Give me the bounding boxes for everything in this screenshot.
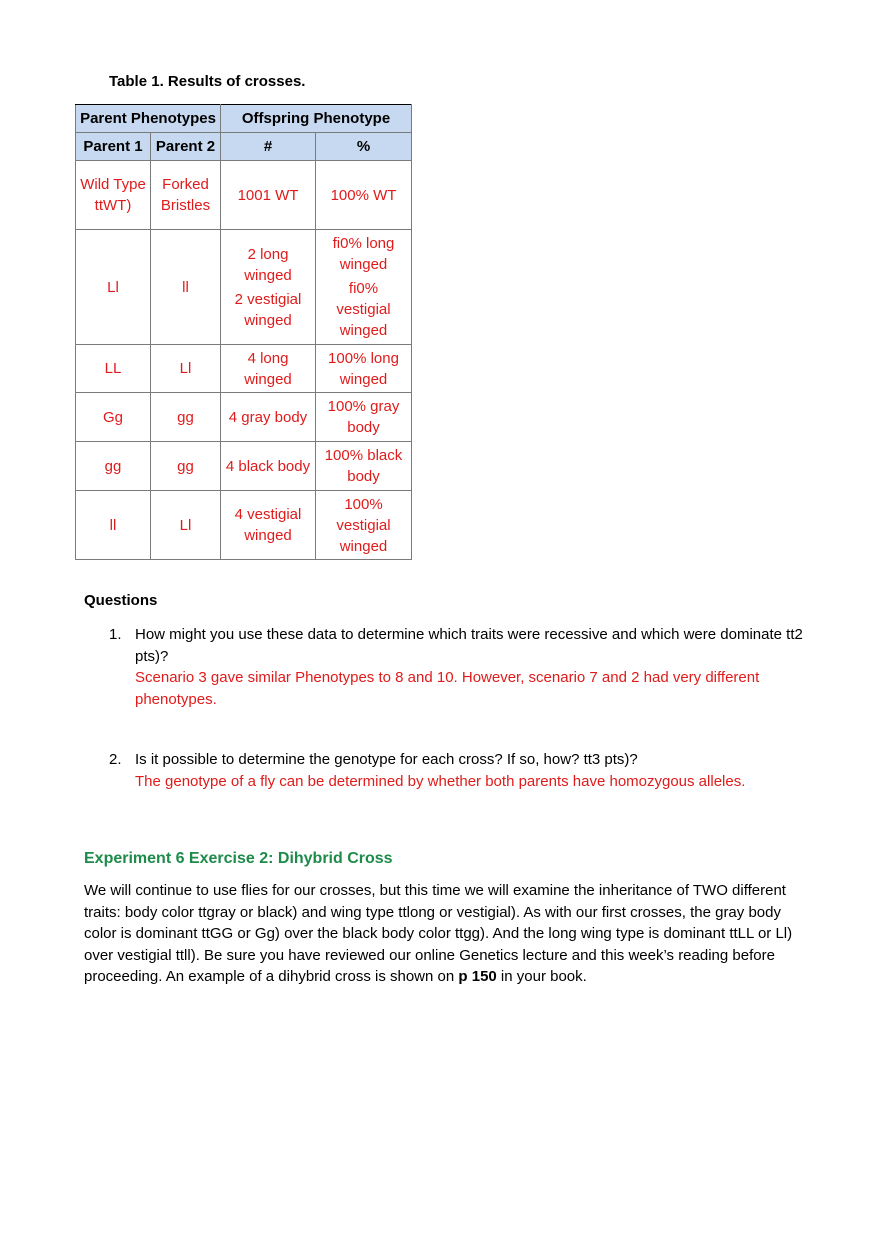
exercise-paragraph [84,880,804,988]
cell-parent-2: Ll [151,491,221,560]
header-percent: % [316,133,412,161]
cell-count [221,230,316,345]
count-line: 2 long winged [244,245,292,284]
questions-heading: Questions [84,592,158,609]
cell-percent: 100% vestigial winged [316,491,412,560]
percent-line: fi0% long winged [332,235,395,273]
cell-parent-2: gg [151,442,221,491]
percent-line: fi0% vestigial winged [336,280,391,339]
question-text: Is it possible to determine the genotype for each cross? If so, how? tt3 pts)? [135,751,638,768]
cell-count: 4 vestigial winged [221,491,316,560]
cell-parent-2: gg [151,393,221,442]
paragraph-text: We will continue to use flies for our crosses, but this time we will examine the inheritance of TWO different traits: body color ttgray or black) and wing type ttlong or vestigial). As with our first crosses, the gray body color is dominant ttGG or Gg) over the black body color ttgg). And the long wing type is dominant ttLL or Ll) over vestigial ttll). Be sure you have reviewed our online Genetics lecture and this week’s reading before proceeding. An example of a dihybrid cross is shown on [84,882,793,985]
paragraph-text-end: in your book. [496,968,587,985]
cell-percent: 100% gray body [316,393,412,442]
cell-parent-2: Ll [151,345,221,393]
table-caption: Table 1. Results of crosses. [109,73,306,90]
header-parent-2: Parent 2 [151,133,221,161]
table-row [76,230,412,345]
cell-percent: 100% black body [316,442,412,491]
question-number: 2. [109,751,122,768]
cell-parent-2: Forked Bristles [151,161,221,230]
cell-parent-1: Gg [76,393,151,442]
question-answer: Scenario 3 gave similar Phenotypes to 8 and 10. However, scenario 7 and 2 had very different phenotypes. [135,669,760,708]
cell-percent: 100% WT [316,161,412,230]
cell-percent: 100% long winged [316,345,412,393]
count-line: 2 vestigial winged [234,290,302,329]
table-row [76,491,412,560]
cell-percent [316,230,412,345]
header-parent-1: Parent 1 [76,133,151,161]
cell-parent-1: gg [76,442,151,491]
header-parent-phenotypes: Parent Phenotypes [76,105,221,133]
cell-parent-2: ll [151,230,221,345]
question-number: 1. [109,626,122,643]
cell-parent-1: Ll [76,230,151,345]
cell-count: 4 black body [221,442,316,491]
cell-parent-1: Wild Type ttWT) [76,161,151,230]
page-reference: p 150 [458,968,497,985]
cell-parent-1: LL [76,345,151,393]
table-row [76,345,412,393]
cell-count: 1001 WT [221,161,316,230]
header-count: # [221,133,316,161]
cell-parent-1: ll [76,491,151,560]
table-row [76,161,412,230]
header-offspring-phenotype: Offspring Phenotype [221,105,412,133]
table-row [76,393,412,442]
question-answer: The genotype of a fly can be determined by whether both parents have homozygous alleles. [135,772,746,790]
results-table [75,104,412,560]
cell-count: 4 gray body [221,393,316,442]
question-text: How might you use these data to determine which traits were recessive and which were dominate tt2 pts)? [135,626,803,665]
table-row [76,442,412,491]
exercise-title: Experiment 6 Exercise 2: Dihybrid Cross [84,850,393,867]
cell-count: 4 long winged [221,345,316,393]
